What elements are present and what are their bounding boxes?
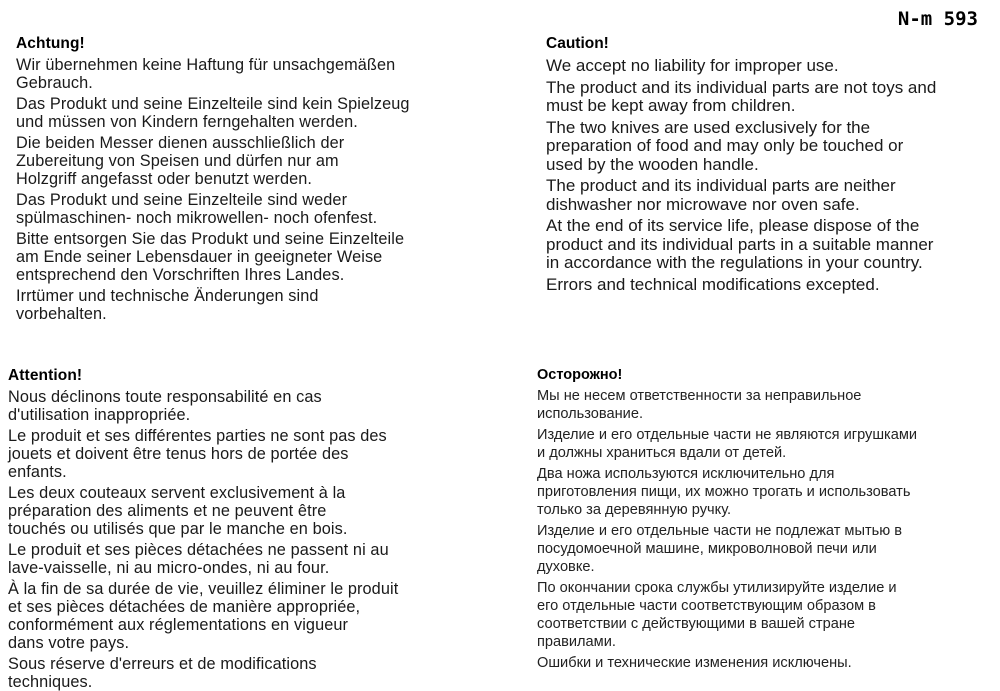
paragraph bbox=[16, 134, 410, 188]
paragraph bbox=[537, 387, 917, 423]
text-line: spülmaschinen- noch mikrowellen- noch ofenfest. bbox=[16, 209, 378, 227]
paragraph bbox=[537, 465, 917, 519]
text-line: et ses pièces détachées de manière appropriée, bbox=[8, 598, 361, 616]
text-line: Sous réserve d'erreurs et de modifications bbox=[8, 655, 317, 673]
paragraph bbox=[8, 541, 398, 577]
paragraph bbox=[546, 177, 936, 214]
text-line: Ошибки и технические изменения исключены. bbox=[537, 655, 852, 671]
text-line: Les deux couteaux servent exclusivement à la bbox=[8, 484, 346, 502]
text-line: enfants. bbox=[8, 463, 67, 481]
text-line: Das Produkt und seine Einzelteile sind weder bbox=[16, 191, 348, 209]
text-line: lave-vaisselle, ni au micro-ondes, ni au four. bbox=[8, 559, 330, 577]
text-line: The product and its individual parts are not toys and bbox=[546, 77, 937, 97]
text-line: Nous déclinons toute responsabilité en cas bbox=[8, 388, 322, 406]
paragraph bbox=[8, 484, 398, 538]
text-line: Le produit et ses différentes parties ne sont pas des bbox=[8, 427, 387, 445]
text-line: am Ende seiner Lebensdauer in geeigneter Weise bbox=[16, 248, 383, 266]
text-line: Bitte entsorgen Sie das Produkt und seine Einzelteile bbox=[16, 230, 405, 248]
text-line: The product and its individual parts are neither bbox=[546, 176, 896, 195]
text-line: и должны храниться вдали от детей. bbox=[537, 445, 787, 461]
paragraph bbox=[546, 57, 936, 76]
text-line: По окончании срока службы утилизируйте изделие и bbox=[537, 580, 897, 596]
text-line: entsprechend den Vorschriften Ihres Landes. bbox=[16, 266, 345, 284]
warning-section-french bbox=[8, 366, 398, 691]
text-line: dishwasher nor microwave nor oven safe. bbox=[546, 194, 860, 214]
text-line: We accept no liability for improper use. bbox=[546, 56, 839, 75]
warning-section-russian bbox=[537, 366, 917, 672]
warning-section-english bbox=[546, 34, 936, 294]
paragraph bbox=[537, 522, 917, 576]
text-line: touchés ou utilisés que par le manche en bois. bbox=[8, 520, 348, 538]
text-line: Мы не несем ответственности за неправильное bbox=[537, 388, 862, 404]
text-line: приготовления пищи, их можно трогать и использовать bbox=[537, 484, 911, 500]
section-title: Attention! bbox=[8, 367, 83, 384]
paragraph bbox=[8, 388, 398, 424]
text-line: посудомоечной машине, микроволновой печи или bbox=[537, 541, 877, 557]
text-line: Изделие и его отдельные части не подлежат мытью в bbox=[537, 523, 902, 539]
paragraph bbox=[546, 217, 936, 273]
section-title: Achtung! bbox=[16, 35, 85, 52]
text-line: правилами. bbox=[537, 634, 616, 650]
text-line: его отдельные части соответствующим образом в bbox=[537, 598, 876, 614]
text-line: used by the wooden handle. bbox=[546, 154, 759, 174]
text-line: Das Produkt und seine Einzelteile sind kein Spielzeug bbox=[16, 95, 410, 113]
text-line: соответствии с действующими в вашей стране bbox=[537, 616, 856, 632]
paragraph bbox=[8, 655, 398, 691]
text-line: Die beiden Messer dienen ausschließlich der bbox=[16, 134, 345, 152]
text-line: must be kept away from children. bbox=[546, 96, 796, 115]
paragraph bbox=[16, 191, 410, 227]
text-line: conformément aux réglementations en vigueur bbox=[8, 616, 349, 634]
section-title: Caution! bbox=[546, 35, 609, 52]
paragraph bbox=[8, 580, 398, 652]
paragraph bbox=[537, 579, 917, 651]
text-line: только за деревянную ручку. bbox=[537, 502, 732, 518]
paragraph bbox=[546, 79, 936, 116]
paragraph bbox=[537, 426, 917, 462]
text-line: использование. bbox=[537, 406, 643, 422]
text-line: in accordance with the regulations in your country. bbox=[546, 253, 923, 272]
text-line: Gebrauch. bbox=[16, 74, 93, 92]
text-line: Zubereitung von Speisen und dürfen nur am bbox=[16, 152, 339, 170]
text-line: d'utilisation inappropriée. bbox=[8, 406, 191, 424]
text-line: préparation des aliments et ne peuvent être bbox=[8, 502, 327, 520]
text-line: Le produit et ses pièces détachées ne passent ni au bbox=[8, 541, 389, 559]
text-line: vorbehalten. bbox=[16, 305, 107, 323]
text-line: Errors and technical modifications excepted. bbox=[546, 274, 880, 294]
paragraph bbox=[16, 56, 410, 92]
text-line: духовке. bbox=[537, 559, 595, 575]
warning-section-german bbox=[16, 34, 410, 323]
paragraph bbox=[546, 119, 936, 175]
text-line: techniques. bbox=[8, 673, 93, 691]
text-line: À la fin de sa durée de vie, veuillez éliminer le produit bbox=[8, 580, 399, 598]
text-line: Irrtümer und technische Änderungen sind bbox=[16, 287, 319, 305]
text-line: At the end of its service life, please dispose of the bbox=[546, 216, 920, 235]
section-title: Осторожно! bbox=[537, 367, 623, 383]
paragraph bbox=[16, 287, 410, 323]
text-line: product and its individual parts in a suitable manner bbox=[546, 234, 934, 254]
text-line: The two knives are used exclusively for the bbox=[546, 117, 871, 137]
paragraph bbox=[546, 276, 936, 295]
text-line: dans votre pays. bbox=[8, 634, 130, 652]
paragraph bbox=[16, 230, 410, 284]
paragraph bbox=[8, 427, 398, 481]
paragraph bbox=[537, 654, 917, 672]
paragraph bbox=[16, 95, 410, 131]
text-line: Изделие и его отдельные части не являются игрушками bbox=[537, 427, 918, 443]
text-line: jouets et doivent être tenus hors de portée des bbox=[8, 445, 349, 463]
document-id: N-m 593 bbox=[897, 8, 978, 30]
text-line: und müssen von Kindern ferngehalten werden. bbox=[16, 113, 358, 131]
text-line: Holzgriff angefasst oder benutzt werden. bbox=[16, 170, 313, 188]
text-line: Wir übernehmen keine Haftung für unsachgemäßen bbox=[16, 56, 396, 74]
text-line: preparation of food and may only be touched or bbox=[546, 136, 904, 155]
text-line: Два ножа используются исключительно для bbox=[537, 466, 835, 482]
